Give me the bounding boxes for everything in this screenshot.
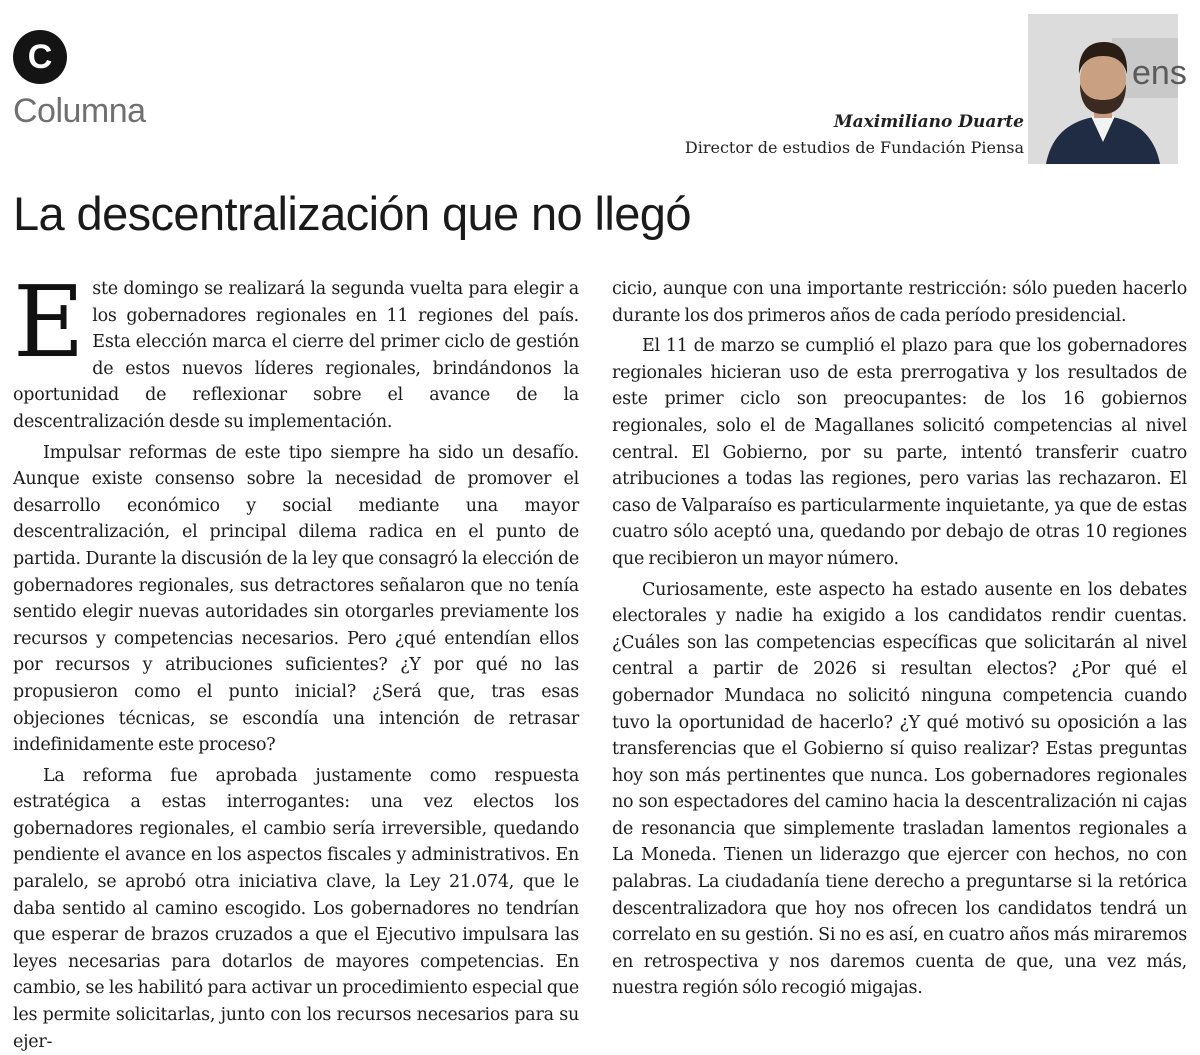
article-paragraph: Curiosamente, este aspecto ha estado ausente en los debates electorales y nadie ha exigido a los candidatos rendir cuentas. ¿Cuáles son las competencias específicas que solicitarán al nivel central a partir de 2026 si resultan electos? ¿Por qué el gobernador Mundaca no solicitó ninguna competencia cuando tuvo la oportunidad de hacerlo? ¿Y qué motivó su oposición a las transferencias que el Gobierno sí quiso realizar? Estas preguntas hoy son más pertinentes que nunca. Los gobernadores regionales no son espectadores del camino hacia la descentralización ni cajas de resonancia que simplemente trasladan lamentos regionales a La Moneda. Tienen un liderazgo que ejercer con hechos, no con palabras. La ciudadanía tiene derecho a preguntarse si la retórica descentralizadora que hoy nos ofrecen los candidatos tendrá un correlato en su gestión. Si no es así, en cuatro años más miraremos en retrospectiva y nos daremos cuenta de que, una vez más, nuestra región sólo recogió migajas.: [612, 579, 1187, 999]
author-photo: [1028, 14, 1187, 164]
drop-cap: E: [13, 266, 85, 380]
article-paragraph: [13, 266, 579, 436]
paragraph-text: ste domingo se realizará la segunda vuelta para elegir a los gobernadores regionales en 11 regiones del país. Esta elección marca el cierre del primer ciclo de gestión de estos nuevos líderes regionales, brindándonos la oportunidad de reflexionar sobre el avance de la descentralización desde su implementación.: [13, 279, 579, 432]
section-label: Columna: [13, 92, 146, 130]
author-portrait-icon: [1028, 14, 1187, 164]
author-byline: [685, 112, 1024, 158]
author-role: Director de estudios de Fundación Piensa: [684, 138, 1024, 158]
article-column-right: [612, 276, 1187, 1002]
article-paragraph: El 11 de marzo se cumplió el plazo para que los gobernadores regionales hicieran uso de esta prerrogativa y los resultados de este primer ciclo son preocupantes: de los 16 gobiernos regionales, solo el de Magallanes solicitó competencias al nivel central. El Gobierno, por su parte, intentó transferir cuatro atribuciones a todas las regiones, pero varias las rechazaron. El caso de Valparaíso es particularmente inquietante, ya que de estas cuatro sólo aceptó una, quedando por debajo de otras 10 regiones que recibieron un mayor número.: [612, 336, 1187, 569]
article-paragraph: Impulsar reformas de este tipo siempre ha sido un desafío. Aunque existe consenso sobre la necesidad de promover el desarrollo económico y social mediante una mayor descentralización, el principal dilema radica en el punto de partida. Durante la discusión de la ley que consagró la elección de gobernadores regionales, sus detractores señalaron que no tenía sentido elegir nuevas autoridades sin otorgarles previamente los recursos y competencias necesarios. Pero ¿qué entendían ellos por recursos y atribuciones suficientes? ¿Y por qué no las propusieron como el punto inicial? ¿Será que, tras esas objeciones técnicas, se escondía una intención de retrasar indefinidamente este proceso?: [13, 442, 579, 756]
author-name: Maximiliano Duarte: [833, 112, 1024, 132]
article-headline: La descentralización que no llegó: [13, 187, 691, 240]
photo-backdrop-text: ens: [1132, 54, 1187, 92]
column-badge: C: [13, 30, 67, 84]
article-column-left: [13, 266, 579, 1055]
article-paragraph: cicio, aunque con una importante restricción: sólo pueden hacerlo durante los dos primeros años de cada período presidencial.: [612, 279, 1187, 326]
article-paragraph: La reforma fue aprobada justamente como respuesta estratégica a estas interrogantes: una vez electos los gobernadores regionales, el cambio sería irreversible, quedando pendiente el avance en los aspectos fiscales y administrativos. En paralelo, se aprobó otra iniciativa clave, la Ley 21.074, que le daba sentido al camino escogido. Los gobernadores no tendrían que esperar de brazos cruzados a que el Ejecutivo impulsara las leyes necesarias para dotarlos de mayores competencias. En cambio, se les habilitó para activar un procedimiento especial que les permite solicitarlas, junto con los recursos necesarios para su ejer-: [13, 765, 579, 1052]
